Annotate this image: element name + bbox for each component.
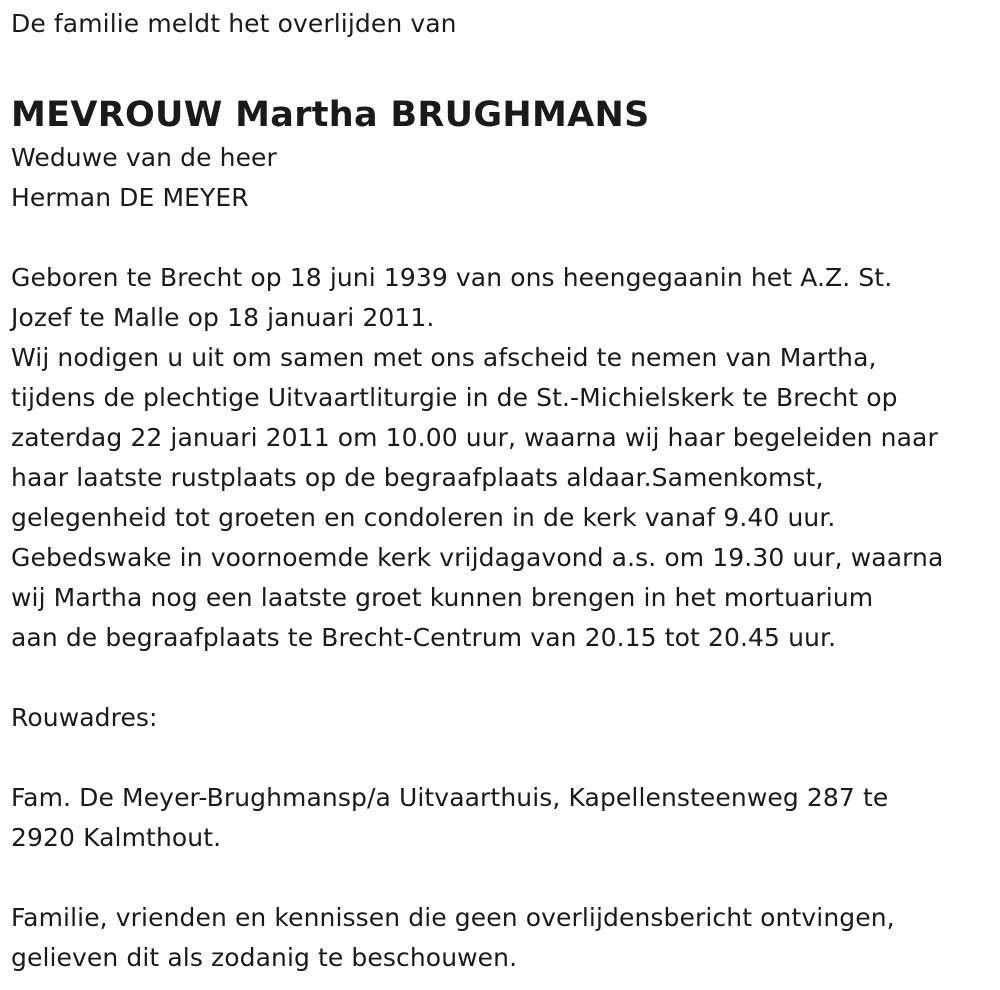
spacer bbox=[11, 858, 996, 898]
spouse-line-2: Herman DE MEYER bbox=[11, 183, 249, 212]
spacer bbox=[11, 738, 996, 778]
body-line: haar laatste rustplaats op de begraafplaats aldaar.Samenkomst, bbox=[11, 463, 824, 492]
body-line: Gebedswake in voornoemde kerk vrijdagavond a.s. om 19.30 uur, waarna bbox=[11, 543, 944, 572]
address-line: 2920 Kalmthout. bbox=[11, 823, 222, 852]
body-line: Wij nodigen u uit om samen met ons afscheid te nemen van Martha, bbox=[11, 343, 877, 372]
spacer bbox=[11, 218, 996, 258]
body-line: zaterdag 22 januari 2011 om 10.00 uur, waarna wij haar begeleiden naar bbox=[11, 423, 938, 452]
address-label: Rouwadres: bbox=[11, 703, 158, 732]
body-line: aan de begraafplaats te Brecht-Centrum van 20.15 tot 20.45 uur. bbox=[11, 623, 837, 652]
address-line: Fam. De Meyer-Brughmansp/a Uitvaarthuis, Kapellensteenweg 287 te bbox=[11, 783, 889, 812]
body-line: Geboren te Brecht op 18 juni 1939 van ons heengegaanin het A.Z. St. bbox=[11, 263, 893, 292]
closing-line: gelieven dit als zodanig te beschouwen. bbox=[11, 943, 518, 972]
body-line: wij Martha nog een laatste groet kunnen brengen in het mortuarium bbox=[11, 583, 874, 612]
intro-text: De familie meldt het overlijden van bbox=[11, 9, 457, 38]
body-line: gelegenheid tot groeten en condoleren in de kerk vanaf 9.40 uur. bbox=[11, 503, 836, 532]
spacer bbox=[11, 658, 996, 698]
spouse-line-1: Weduwe van de heer bbox=[11, 143, 277, 172]
deceased-name: MEVROUW Martha BRUGHMANS bbox=[11, 95, 650, 135]
closing-line: Familie, vrienden en kennissen die geen overlijdensbericht ontvingen, bbox=[11, 903, 895, 932]
death-notice bbox=[11, 4, 996, 978]
spacer bbox=[11, 44, 996, 84]
body-line: tijdens de plechtige Uitvaartliturgie in de St.-Michielskerk te Brecht op bbox=[11, 383, 898, 412]
body-line: Jozef te Malle op 18 januari 2011. bbox=[11, 303, 435, 332]
